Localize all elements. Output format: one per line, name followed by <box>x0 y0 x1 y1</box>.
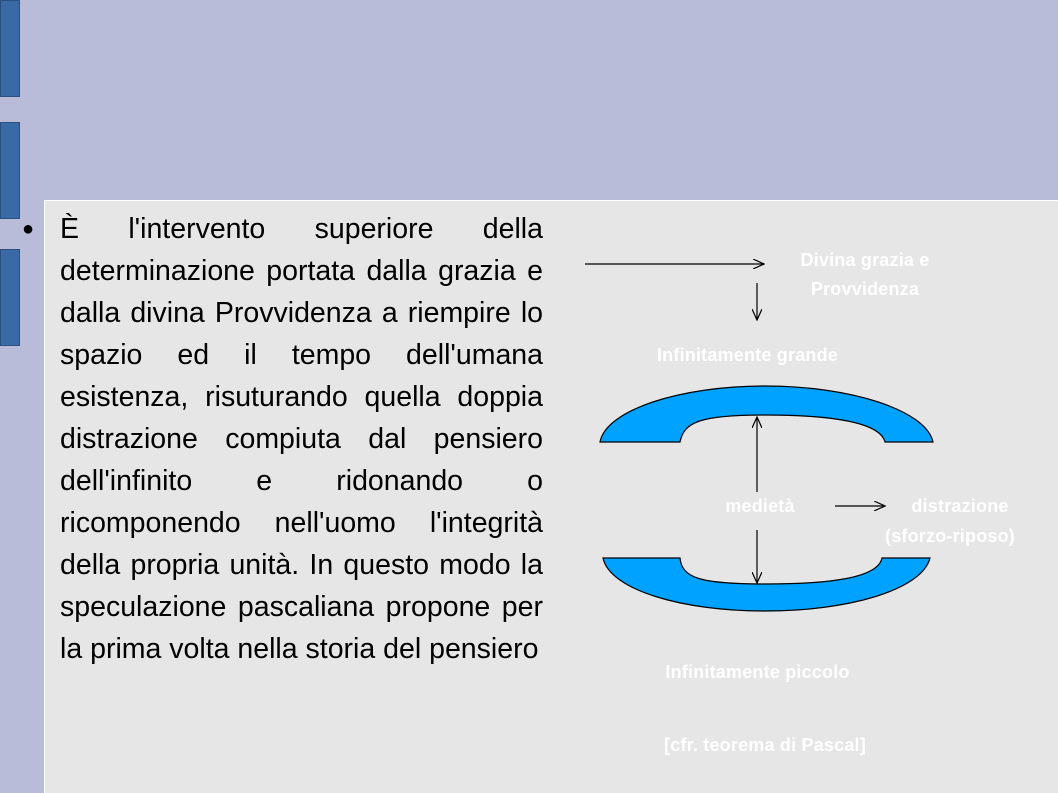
infinitely-great-label: Infinitamente grande <box>656 345 839 365</box>
effort-rest-label: (sforzo-riposo) <box>885 526 1015 546</box>
middle-label: medietà <box>725 496 795 516</box>
distraction-label: distrazione <box>911 496 1009 516</box>
grace-label-line2: Provvidenza <box>810 279 920 299</box>
bullet-icon: ● <box>22 218 35 240</box>
body-paragraph: È l'intervento superiore della determinazione portata dalla grazia e dalla divina Provvidenza a riempire lo spazio ed il tempo dell'umana esistenza, risuturando quella doppia distrazione compiuta dal pensiero dell'infinito e ridonando o ricomponendo nell'uomo l'integrità della propria unità. In questo modo la speculazione pascaliana propone per la prima volta nella storia del pensiero <box>60 213 543 665</box>
reference-label: [cfr. teorema di Pascal] <box>664 735 866 755</box>
upper-arc <box>600 386 933 442</box>
grace-label-line1: Divina grazia e <box>800 250 930 270</box>
lower-arc <box>603 558 930 611</box>
infinitely-small-label: Infinitamente piccolo <box>665 662 850 682</box>
